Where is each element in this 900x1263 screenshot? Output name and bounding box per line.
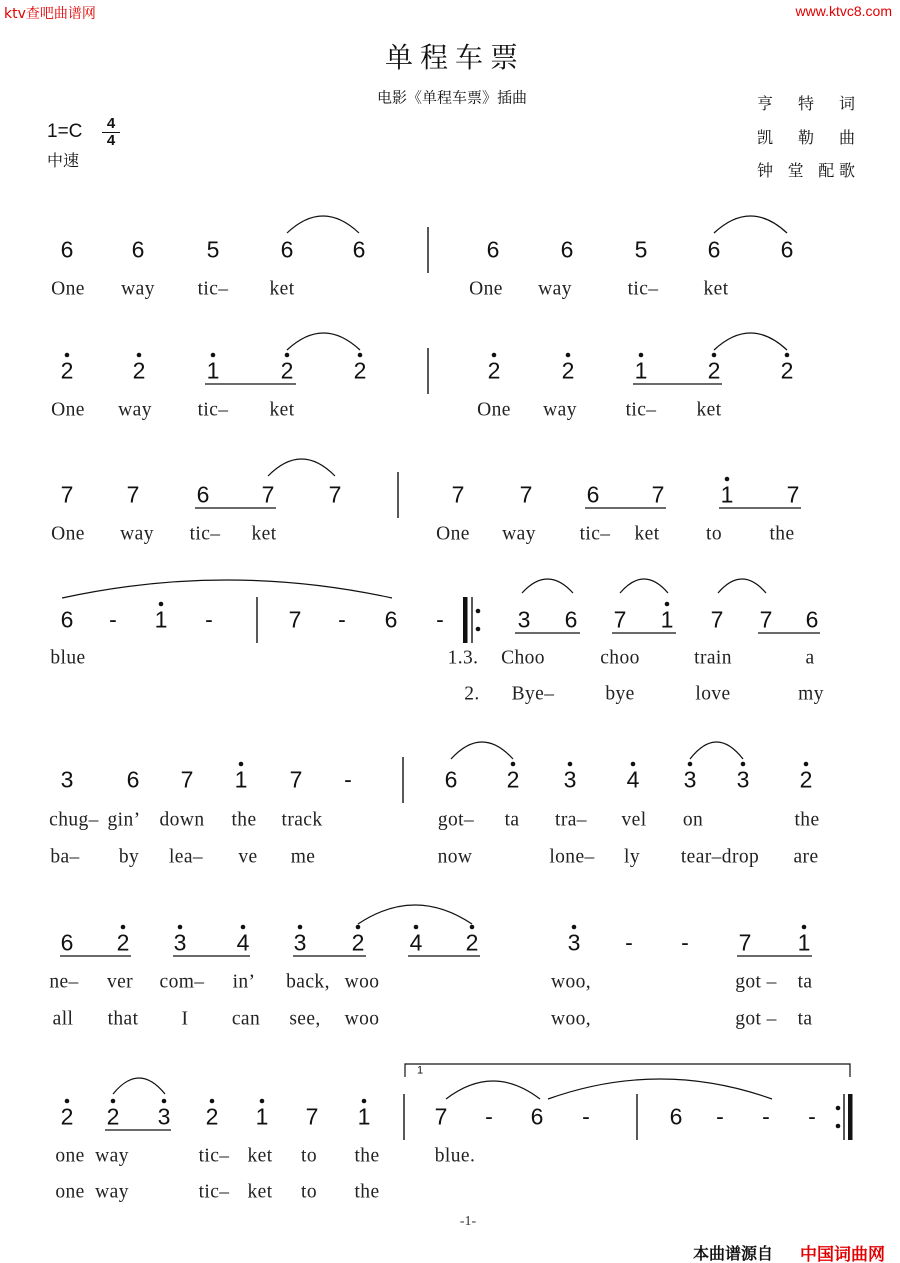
lyric-syllable: One [51,278,85,300]
lyric-syllable: 2. [464,683,480,705]
lyric-syllable: vel [621,809,647,831]
lyric-syllable: got – [735,1008,777,1030]
lyric-syllable: lea– [168,846,204,868]
page-number: -1- [459,1214,477,1229]
lyric-syllable: see, [289,1008,321,1030]
jianpu-note: 6 [530,1103,544,1130]
lyric-syllable: all [52,1008,74,1030]
lyric-syllable: tic– [625,399,657,421]
lyric-syllable: gin’ [107,809,141,831]
jianpu-note: 6 [196,481,210,508]
lyric-syllable: ta [797,1008,813,1030]
lyric-syllable: tra– [555,809,587,831]
key-signature: 1=C [47,121,83,142]
jianpu-note: 3 [517,606,531,633]
jianpu-note: 2 [561,357,575,384]
lyric-syllable: the [354,1181,380,1203]
jianpu-note: 3 [736,766,750,793]
lyric-syllable: One [436,523,470,545]
lyric-syllable: the [354,1145,380,1167]
lyric-syllable: way [121,278,155,300]
composer-credit: 凯 勒 曲 [757,127,855,147]
jianpu-note: 2 [205,1103,219,1130]
lyric-syllable: tic– [197,399,229,421]
lyric-syllable: down [159,809,205,831]
jianpu-note: 2 [106,1103,120,1130]
lyric-syllable: tic– [198,1145,230,1167]
lyric-syllable: on [682,809,704,831]
lyric-syllable: to [706,523,722,545]
jianpu-note: 7 [613,606,627,633]
sustain-dash: - [205,606,213,633]
lyric-syllable: track [281,809,323,831]
time-signature-beats: 4 [102,116,120,133]
jianpu-note: 1 [255,1103,269,1130]
lyric-syllable: One [51,399,85,421]
lyric-syllable: the [769,523,795,545]
jianpu-note: 3 [563,766,577,793]
lyric-syllable: train [694,647,732,669]
lyric-syllable: that [107,1008,139,1030]
lyric-syllable: One [477,399,511,421]
jianpu-note: 2 [351,929,365,956]
lyric-syllable: way [118,399,152,421]
jianpu-note: 1 [154,606,168,633]
source-label: 本曲谱源自 [693,1244,774,1263]
jianpu-note: 7 [651,481,665,508]
jianpu-note: 1 [660,606,674,633]
lyric-syllable: way [502,523,536,545]
lyric-syllable: woo [344,1008,380,1030]
lyric-syllable: ve [238,846,258,868]
lyric-syllable: got– [437,809,475,831]
lyric-syllable: One [469,278,503,300]
jianpu-note: 6 [131,236,145,263]
lyric-syllable: choo [600,647,640,669]
jianpu-note: 6 [564,606,578,633]
lyric-syllable: lone– [549,846,595,868]
jianpu-note: 6 [805,606,819,633]
lyric-syllable: ket [251,523,277,545]
lyric-syllable: Choo [501,647,545,669]
jianpu-note: 1 [357,1103,371,1130]
jianpu-note: 7 [180,766,194,793]
lyric-syllable: ne– [49,971,79,993]
lyric-syllable: love [695,683,731,705]
jianpu-note: 6 [486,236,500,263]
lyric-syllable: ket [703,278,729,300]
lyric-syllable: back, [286,971,330,993]
lyric-syllable: com– [159,971,205,993]
jianpu-note: 7 [738,929,752,956]
lyric-syllable: the [794,809,820,831]
jianpu-note: 2 [280,357,294,384]
lyric-syllable: Bye– [511,683,555,705]
lyric-syllable: One [51,523,85,545]
jianpu-note: 6 [560,236,574,263]
sustain-dash: - [344,766,352,793]
lyric-syllable: are [793,846,819,868]
jianpu-note: 6 [669,1103,683,1130]
jianpu-note: 6 [60,606,74,633]
lyric-syllable: me [290,846,316,868]
lyric-syllable: I [181,1008,189,1030]
jianpu-note: 2 [465,929,479,956]
lyric-syllable: ket [269,278,295,300]
lyric-syllable: got – [735,971,777,993]
lyric-syllable: in’ [232,971,256,993]
lyric-syllable: now [437,846,473,868]
jianpu-note: 7 [126,481,140,508]
jianpu-note: 4 [236,929,250,956]
jianpu-note: 6 [60,236,74,263]
jianpu-note: 2 [707,357,721,384]
jianpu-note: 7 [288,606,302,633]
tempo-marking: 中速 [47,151,80,170]
lyric-syllable: to [301,1145,317,1167]
lyric-syllable: way [538,278,572,300]
lyric-syllable: one [55,1181,85,1203]
jianpu-note: 5 [634,236,648,263]
lyric-syllable: one [55,1145,85,1167]
jianpu-note: 3 [60,766,74,793]
jianpu-note: 7 [328,481,342,508]
jianpu-note: 6 [384,606,398,633]
jianpu-note: 7 [261,481,275,508]
sustain-dash: - [625,929,633,956]
jianpu-note: 7 [60,481,74,508]
jianpu-note: 3 [173,929,187,956]
jianpu-note: 2 [132,357,146,384]
jianpu-note: 7 [710,606,724,633]
lyric-syllable: way [543,399,577,421]
lyric-syllable: way [95,1145,129,1167]
jianpu-note: 3 [567,929,581,956]
sustain-dash: - [716,1103,724,1130]
lyric-syllable: a [805,647,815,669]
volta-number: 1 [416,1064,424,1077]
jianpu-note: 6 [780,236,794,263]
arranger-credit: 钟 堂 配歌 [757,161,855,180]
lyric-syllable: ta [797,971,813,993]
lyric-syllable: blue. [434,1145,476,1167]
jianpu-note: 6 [707,236,721,263]
jianpu-note: 7 [451,481,465,508]
jianpu-note: 1 [720,481,734,508]
jianpu-note: 7 [519,481,533,508]
time-signature-unit: 4 [106,132,116,149]
lyric-syllable: way [120,523,154,545]
site-name-top-left: ktv查吧曲谱网 [4,6,96,22]
site-url-top-right: www.ktvc8.com [795,3,892,19]
lyric-syllable: ket [247,1145,273,1167]
song-subtitle: 电影《单程车票》插曲 [376,88,528,107]
lyric-syllable: woo, [550,971,592,993]
jianpu-note: 2 [780,357,794,384]
lyric-syllable: woo, [550,1008,592,1030]
lyric-syllable: way [95,1181,129,1203]
jianpu-note: 2 [60,1103,74,1130]
lyric-syllable: to [301,1181,317,1203]
lyric-syllable: ket [269,399,295,421]
lyric-syllable: my [798,683,824,705]
jianpu-note: 6 [352,236,366,263]
jianpu-note: 6 [126,766,140,793]
sustain-dash: - [808,1103,816,1130]
lyric-syllable: ket [247,1181,273,1203]
jianpu-note: 7 [786,481,800,508]
jianpu-note: 2 [799,766,813,793]
lyric-syllable: can [231,1008,261,1030]
lyric-syllable: ba– [50,846,80,868]
lyric-syllable: tic– [627,278,659,300]
lyric-syllable: woo [344,971,380,993]
jianpu-note: 6 [60,929,74,956]
jianpu-note: 2 [506,766,520,793]
sustain-dash: - [338,606,346,633]
lyric-syllable: tear–drop [680,846,760,868]
lyric-syllable: tic– [197,278,229,300]
jianpu-note: 3 [683,766,697,793]
jianpu-note: 2 [487,357,501,384]
lyric-syllable: tic– [579,523,611,545]
lyric-syllable: ver [106,971,134,993]
lyric-syllable: ket [634,523,660,545]
lyric-syllable: bye [605,683,635,705]
jianpu-note: 2 [60,357,74,384]
jianpu-note: 7 [759,606,773,633]
lyric-syllable: tic– [189,523,221,545]
jianpu-note: 6 [280,236,294,263]
lyric-syllable: the [231,809,257,831]
lyric-syllable: ta [504,809,520,831]
jianpu-note: 5 [206,236,220,263]
lyric-syllable: chug– [49,809,99,831]
sustain-dash: - [762,1103,770,1130]
lyric-syllable: tic– [198,1181,230,1203]
lyric-syllable: by [118,846,140,868]
jianpu-note: 4 [626,766,640,793]
jianpu-note: 2 [353,357,367,384]
jianpu-note: 7 [289,766,303,793]
sustain-dash: - [681,929,689,956]
jianpu-note: 1 [634,357,648,384]
lyricist-credit: 亨 特 词 [757,94,855,113]
sustain-dash: - [582,1103,590,1130]
song-title: 单程车票 [384,41,526,74]
jianpu-note: 6 [586,481,600,508]
sustain-dash: - [436,606,444,633]
jianpu-note: 1 [797,929,811,956]
jianpu-note: 3 [157,1103,171,1130]
jianpu-note: 6 [444,766,458,793]
jianpu-note: 1 [206,357,220,384]
source-site-name: 中国词曲网 [800,1245,885,1263]
lyric-syllable: ly [624,846,640,868]
jianpu-note: 2 [116,929,130,956]
sustain-dash: - [109,606,117,633]
jianpu-note: 4 [409,929,423,956]
jianpu-note: 7 [434,1103,448,1130]
sustain-dash: - [485,1103,493,1130]
jianpu-note: 3 [293,929,307,956]
lyric-syllable: 1.3. [447,647,479,669]
lyric-syllable: blue [50,647,86,669]
jianpu-note: 7 [305,1103,319,1130]
lyric-syllable: ket [696,399,722,421]
jianpu-note: 1 [234,766,248,793]
